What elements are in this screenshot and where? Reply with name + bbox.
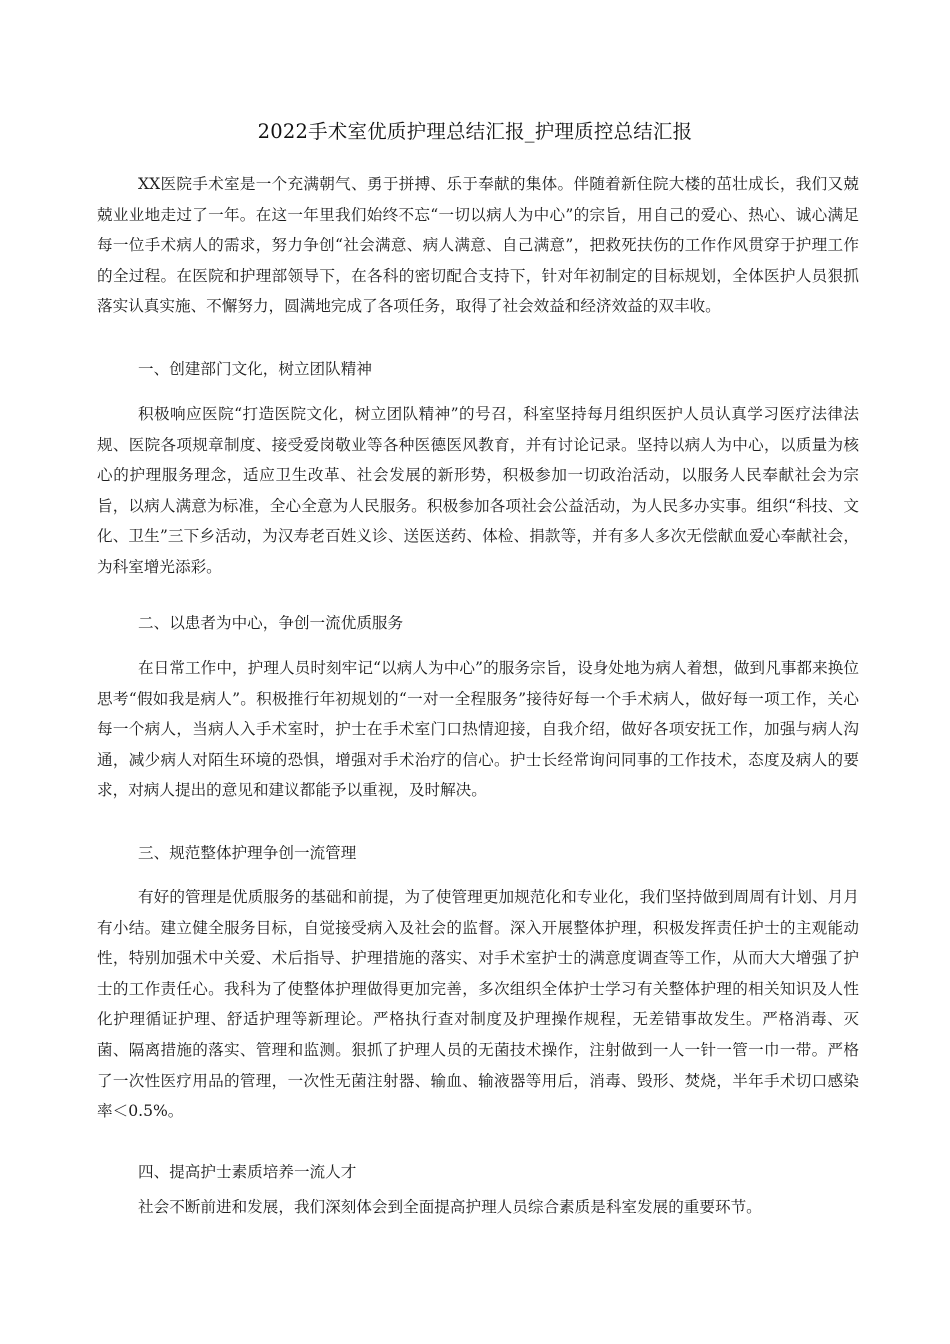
section-paragraph-3: 有好的管理是优质服务的基础和前提，为了使管理更加规范化和专业化，我们坚持做到周周有计划、月月有小结。建立健全服务目标，自觉接受病入及社会的监督。深入开展整体护理，积极发挥责任护士的主观能动性，特别加强术中关爱、术后指导、护理措施的落实、对手术室护士的满意度调查等工作，从而大大增强了护士的工作责任心。我科为了使整体护理做得更加完善，多次组织全体护士学习有关整体护理的相关知识及人性化护理循证护理、舒适护理等新理论。严格执行查对制度及护理操作规程，无差错事故发生。严格消毒、灭菌、隔离措施的落实、管理和监测。狠抓了护理人员的无菌技术操作，注射做到一人一针一管一巾一带。严格了一次性医疗用品的管理，一次性无菌注射器、输血、输液器等用后，消毒、毁形、焚烧，半年手术切口感染率＜0.5%。 — [97, 888, 859, 1121]
section-paragraph-1: 积极响应医院“打造医院文化，树立团队精神”的号召，科室坚持每月组织医护人员认真学习医疗法律法规、医院各项规章制度、接受爱岗敬业等各种医德医风教育，并有讨论记录。坚持以病人为中心，以质量为核心的护理服务理念，适应卫生改革、社会发展的新形势，积极参加一切政治活动，以服务人民奉献社会为宗旨，以病人满意为标准，全心全意为人民服务。积极参加各项社会公益活动，为人民多办实事。组织“科技、文化、卫生”三下乡活动，为汉寿老百姓义诊、送医送药、体检、捐款等，并有多人多次无偿献血爱心奉献社会，为科室增光添彩。 — [97, 405, 859, 576]
section-heading-3: 三、规范整体护理争创一流管理 — [138, 844, 357, 862]
intro-paragraph: XX医院手术室是一个充满朝气、勇于拼搏、乐于奉献的集体。伴随着新住院大楼的茁壮成长，我们又兢兢业业地走过了一年。在这一年里我们始终不忘“一切以病人为中心”的宗旨，用自己的爱心、热心、诚心满足每一位手术病人的需求，努力争创“社会满意、病人满意、自己满意”，把救死扶伤的工作作风贯穿于护理工作的全过程。在医院和护理部领导下，在各科的密切配合支持下，针对年初制定的目标规划，全体医护人员狠抓落实认真实施、不懈努力，圆满地完成了各项任务，取得了社会效益和经济效益的双丰收。 — [97, 175, 859, 316]
section-heading-4: 四、提高护士素质培养一流人才 — [138, 1163, 357, 1181]
section-paragraph-4: 社会不断前进和发展，我们深刻体会到全面提高护理人员综合素质是科室发展的重要环节。 — [138, 1198, 762, 1216]
section-paragraph-2: 在日常工作中，护理人员时刻牢记“以病人为中心”的服务宗旨，设身处地为病人着想，做到凡事都来换位思考“假如我是病人”。积极推行年初规划的“一对一全程服务”接待好每一个手术病人，做好每一项工作，关心每一个病人，当病人入手术室时，护士在手术室门口热情迎接，自我介绍，做好各项安抚工作，加强与病人沟通，减少病人对陌生环境的恐惧，增强对手术治疗的信心。护士长经常询问同事的工作技术，态度及病人的要求，对病人提出的意见和建议都能予以重视，及时解决。 — [97, 659, 859, 800]
section-heading-2: 二、以患者为中心，争创一流优质服务 — [138, 614, 404, 632]
section-heading-1: 一、创建部门文化，树立团队精神 — [138, 360, 372, 378]
document-title: 2022手术室优质护理总结汇报_护理质控总结汇报 — [257, 120, 693, 143]
